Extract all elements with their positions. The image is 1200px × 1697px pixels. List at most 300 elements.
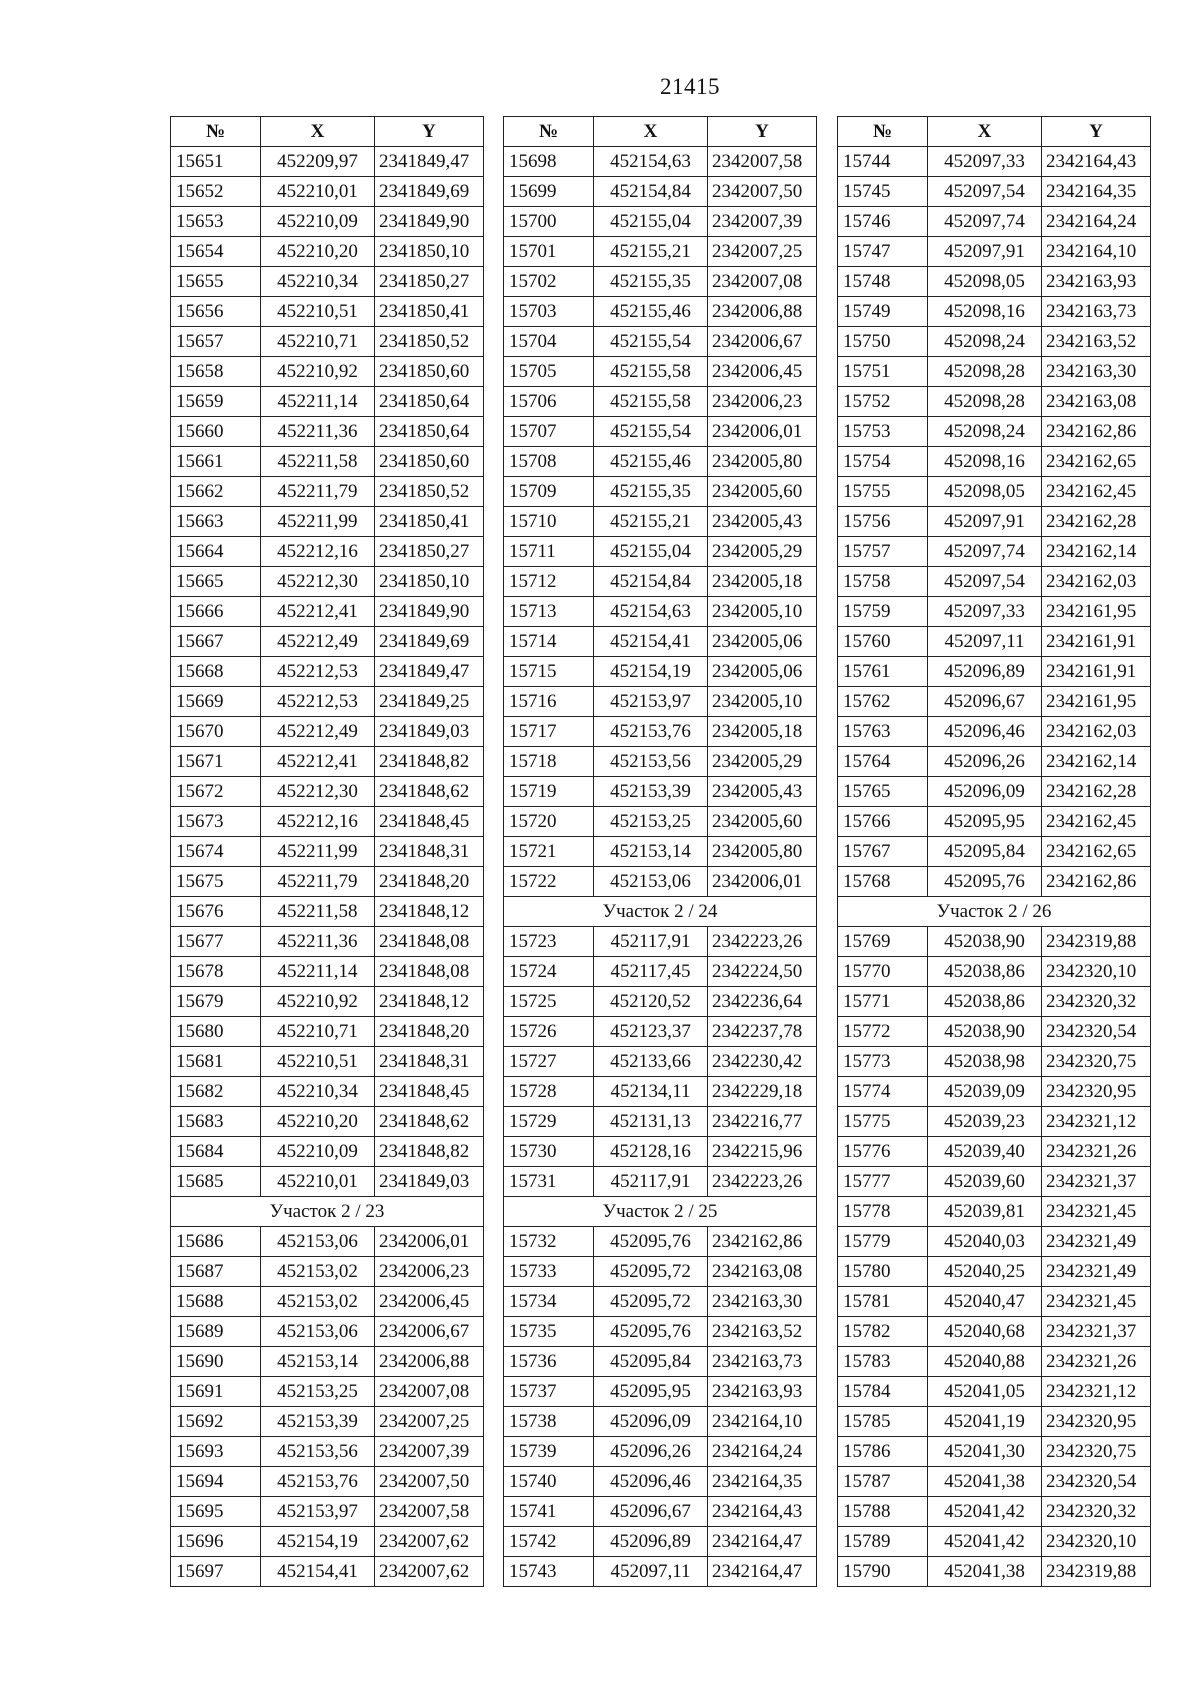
y-coordinate-cell: 2342162,45 [1042, 807, 1151, 837]
table-row [171, 927, 484, 957]
table-row [504, 1437, 817, 1467]
y-coordinate-cell: 2342223,26 [708, 1167, 817, 1197]
y-coordinate-cell: 2341848,20 [375, 867, 484, 897]
table-row [504, 1107, 817, 1137]
point-number-cell: 15690 [171, 1347, 261, 1377]
point-number-cell: 15784 [838, 1377, 928, 1407]
table-row [171, 1227, 484, 1257]
point-number-cell: 15736 [504, 1347, 594, 1377]
table-row [171, 1437, 484, 1467]
table-row [504, 387, 817, 417]
x-coordinate-cell: 452097,91 [928, 237, 1042, 267]
x-coordinate-cell: 452211,79 [261, 477, 375, 507]
y-coordinate-cell: 2342164,10 [1042, 237, 1151, 267]
point-number-cell: 15675 [171, 867, 261, 897]
section-row [838, 897, 1151, 927]
point-number-cell: 15661 [171, 447, 261, 477]
point-number-cell: 15696 [171, 1527, 261, 1557]
table-row [171, 537, 484, 567]
x-coordinate-cell: 452096,67 [594, 1497, 708, 1527]
table-row [171, 807, 484, 837]
x-coordinate-cell: 452097,33 [928, 147, 1042, 177]
table-row [504, 597, 817, 627]
x-coordinate-cell: 452098,05 [928, 267, 1042, 297]
y-coordinate-cell: 2341848,31 [375, 1047, 484, 1077]
x-coordinate-cell: 452155,04 [594, 537, 708, 567]
point-number-cell: 15698 [504, 147, 594, 177]
point-number-cell: 15685 [171, 1167, 261, 1197]
y-coordinate-cell: 2342164,43 [708, 1497, 817, 1527]
point-number-cell: 15737 [504, 1377, 594, 1407]
table-row [838, 657, 1151, 687]
point-number-cell: 15672 [171, 777, 261, 807]
table-row [171, 507, 484, 537]
x-coordinate-cell: 452097,74 [928, 537, 1042, 567]
x-coordinate-cell: 452097,54 [928, 567, 1042, 597]
x-coordinate-cell: 452096,67 [928, 687, 1042, 717]
y-coordinate-cell: 2342005,06 [708, 627, 817, 657]
point-number-cell: 15703 [504, 297, 594, 327]
table-row [171, 297, 484, 327]
x-coordinate-cell: 452210,01 [261, 177, 375, 207]
table-row [838, 1287, 1151, 1317]
point-number-cell: 15701 [504, 237, 594, 267]
x-coordinate-cell: 452098,24 [928, 327, 1042, 357]
y-coordinate-cell: 2341850,60 [375, 357, 484, 387]
y-coordinate-cell: 2342320,10 [1042, 957, 1151, 987]
point-number-cell: 15747 [838, 237, 928, 267]
x-coordinate-cell: 452038,90 [928, 927, 1042, 957]
table-row [504, 297, 817, 327]
point-number-cell: 15783 [838, 1347, 928, 1377]
point-number-cell: 15700 [504, 207, 594, 237]
point-number-cell: 15761 [838, 657, 928, 687]
point-number-cell: 15731 [504, 1167, 594, 1197]
point-number-cell: 15666 [171, 597, 261, 627]
point-number-cell: 15691 [171, 1377, 261, 1407]
point-number-cell: 15722 [504, 867, 594, 897]
x-coordinate-cell: 452153,25 [261, 1377, 375, 1407]
table-row [171, 477, 484, 507]
x-coordinate-cell: 452117,91 [594, 1167, 708, 1197]
point-number-cell: 15714 [504, 627, 594, 657]
y-coordinate-cell: 2342320,10 [1042, 1527, 1151, 1557]
y-coordinate-cell: 2342007,58 [375, 1497, 484, 1527]
y-coordinate-cell: 2342007,62 [375, 1527, 484, 1557]
y-coordinate-cell: 2342162,65 [1042, 447, 1151, 477]
page-number: 21415 [660, 74, 720, 99]
x-coordinate-cell: 452211,14 [261, 957, 375, 987]
table-row [171, 447, 484, 477]
table-row [838, 987, 1151, 1017]
y-coordinate-cell: 2342321,49 [1042, 1227, 1151, 1257]
y-coordinate-cell: 2342163,52 [1042, 327, 1151, 357]
section-title: Участок 2 / 25 [504, 1197, 817, 1227]
x-coordinate-cell: 452210,09 [261, 1137, 375, 1167]
point-number-cell: 15663 [171, 507, 261, 537]
y-coordinate-cell: 2341849,90 [375, 597, 484, 627]
point-number-cell: 15774 [838, 1077, 928, 1107]
table-row [838, 1467, 1151, 1497]
point-number-cell: 15660 [171, 417, 261, 447]
point-number-cell: 15656 [171, 297, 261, 327]
x-coordinate-cell: 452212,30 [261, 777, 375, 807]
y-coordinate-cell: 2341849,03 [375, 1167, 484, 1197]
table-row [504, 1047, 817, 1077]
x-coordinate-cell: 452154,63 [594, 597, 708, 627]
y-coordinate-cell: 2342164,10 [708, 1407, 817, 1437]
x-coordinate-cell: 452097,11 [594, 1557, 708, 1587]
x-coordinate-cell: 452153,06 [261, 1227, 375, 1257]
y-coordinate-cell: 2342164,43 [1042, 147, 1151, 177]
x-coordinate-cell: 452095,95 [928, 807, 1042, 837]
table-row [504, 657, 817, 687]
y-coordinate-cell: 2341850,60 [375, 447, 484, 477]
point-number-cell: 15697 [171, 1557, 261, 1587]
x-coordinate-cell: 452210,51 [261, 1047, 375, 1077]
y-coordinate-cell: 2341848,45 [375, 807, 484, 837]
point-number-cell: 15651 [171, 147, 261, 177]
point-number-cell: 15782 [838, 1317, 928, 1347]
y-coordinate-cell: 2342216,77 [708, 1107, 817, 1137]
table-row [838, 177, 1151, 207]
table-row [171, 1167, 484, 1197]
y-coordinate-cell: 2342007,58 [708, 147, 817, 177]
y-coordinate-cell: 2342164,24 [708, 1437, 817, 1467]
table-row [504, 177, 817, 207]
point-number-cell: 15712 [504, 567, 594, 597]
table-row [838, 837, 1151, 867]
table-row [504, 807, 817, 837]
point-number-cell: 15790 [838, 1557, 928, 1587]
x-coordinate-cell: 452210,92 [261, 357, 375, 387]
y-coordinate-cell: 2342006,01 [375, 1227, 484, 1257]
x-coordinate-cell: 452038,90 [928, 1017, 1042, 1047]
x-coordinate-cell: 452211,14 [261, 387, 375, 417]
point-number-cell: 15776 [838, 1137, 928, 1167]
x-coordinate-cell: 452040,25 [928, 1257, 1042, 1287]
y-coordinate-cell: 2342162,28 [1042, 507, 1151, 537]
x-coordinate-cell: 452095,72 [594, 1257, 708, 1287]
header-row [838, 117, 1151, 147]
x-coordinate-cell: 452097,54 [928, 177, 1042, 207]
section-title: Участок 2 / 26 [838, 897, 1151, 927]
x-coordinate-cell: 452212,53 [261, 657, 375, 687]
table-row [838, 417, 1151, 447]
x-coordinate-cell: 452097,11 [928, 627, 1042, 657]
table-row [838, 867, 1151, 897]
x-coordinate-cell: 452128,16 [594, 1137, 708, 1167]
table-row [838, 297, 1151, 327]
y-coordinate-cell: 2341850,10 [375, 237, 484, 267]
point-number-cell: 15746 [838, 207, 928, 237]
point-number-cell: 15789 [838, 1527, 928, 1557]
y-coordinate-cell: 2342006,67 [375, 1317, 484, 1347]
section-title: Участок 2 / 24 [504, 897, 817, 927]
table-row [171, 837, 484, 867]
y-coordinate-cell: 2342320,54 [1042, 1017, 1151, 1047]
table-row [504, 1287, 817, 1317]
y-coordinate-cell: 2342164,24 [1042, 207, 1151, 237]
x-coordinate-cell: 452155,21 [594, 507, 708, 537]
table-body [838, 147, 1151, 1587]
x-coordinate-cell: 452095,76 [594, 1227, 708, 1257]
x-coordinate-cell: 452096,89 [928, 657, 1042, 687]
table-row [171, 1467, 484, 1497]
table-row [504, 237, 817, 267]
x-coordinate-cell: 452155,54 [594, 417, 708, 447]
x-coordinate-cell: 452038,98 [928, 1047, 1042, 1077]
table-row [504, 1317, 817, 1347]
x-coordinate-cell: 452155,54 [594, 327, 708, 357]
table-row [838, 717, 1151, 747]
table-row [838, 447, 1151, 477]
point-number-cell: 15665 [171, 567, 261, 597]
x-coordinate-cell: 452098,05 [928, 477, 1042, 507]
y-coordinate-cell: 2341849,69 [375, 177, 484, 207]
table-row [838, 927, 1151, 957]
x-coordinate-cell: 452154,84 [594, 567, 708, 597]
y-coordinate-cell: 2342005,18 [708, 567, 817, 597]
x-coordinate-cell: 452153,39 [594, 777, 708, 807]
point-number-cell: 15729 [504, 1107, 594, 1137]
x-coordinate-cell: 452210,92 [261, 987, 375, 1017]
point-number-cell: 15705 [504, 357, 594, 387]
point-number-cell: 15694 [171, 1467, 261, 1497]
x-coordinate-cell: 452153,97 [261, 1497, 375, 1527]
y-coordinate-cell: 2342223,26 [708, 927, 817, 957]
point-number-cell: 15775 [838, 1107, 928, 1137]
table-row [504, 147, 817, 177]
x-coordinate-cell: 452133,66 [594, 1047, 708, 1077]
point-number-cell: 15683 [171, 1107, 261, 1137]
point-number-cell: 15768 [838, 867, 928, 897]
x-coordinate-cell: 452095,95 [594, 1377, 708, 1407]
point-number-cell: 15732 [504, 1227, 594, 1257]
y-coordinate-cell: 2342005,18 [708, 717, 817, 747]
x-coordinate-cell: 452117,91 [594, 927, 708, 957]
table-row [171, 567, 484, 597]
y-coordinate-cell: 2342005,43 [708, 507, 817, 537]
y-coordinate-cell: 2342163,30 [708, 1287, 817, 1317]
point-number-cell: 15786 [838, 1437, 928, 1467]
x-coordinate-cell: 452210,01 [261, 1167, 375, 1197]
x-coordinate-cell: 452041,19 [928, 1407, 1042, 1437]
x-coordinate-cell: 452211,79 [261, 867, 375, 897]
x-coordinate-cell: 452040,47 [928, 1287, 1042, 1317]
x-coordinate-cell: 452098,16 [928, 297, 1042, 327]
x-coordinate-cell: 452209,97 [261, 147, 375, 177]
x-coordinate-cell: 452041,42 [928, 1497, 1042, 1527]
y-coordinate-cell: 2342005,60 [708, 807, 817, 837]
table-row [504, 477, 817, 507]
table-row [838, 237, 1151, 267]
x-coordinate-cell: 452095,76 [928, 867, 1042, 897]
table-row [171, 1017, 484, 1047]
point-number-cell: 15671 [171, 747, 261, 777]
x-coordinate-cell: 452211,99 [261, 837, 375, 867]
point-number-cell: 15766 [838, 807, 928, 837]
y-coordinate-cell: 2341848,12 [375, 897, 484, 927]
point-number-cell: 15693 [171, 1437, 261, 1467]
y-coordinate-cell: 2342163,08 [1042, 387, 1151, 417]
x-coordinate-cell: 452153,97 [594, 687, 708, 717]
table-row [504, 987, 817, 1017]
table-row [171, 777, 484, 807]
point-number-cell: 15721 [504, 837, 594, 867]
table-row [838, 1017, 1151, 1047]
table-row [504, 327, 817, 357]
point-number-cell: 15749 [838, 297, 928, 327]
y-coordinate-cell: 2342005,60 [708, 477, 817, 507]
table-row [504, 1077, 817, 1107]
x-coordinate-cell: 452155,58 [594, 387, 708, 417]
x-coordinate-cell: 452040,68 [928, 1317, 1042, 1347]
x-coordinate-cell: 452212,49 [261, 627, 375, 657]
table-row [171, 357, 484, 387]
point-number-cell: 15659 [171, 387, 261, 417]
point-number-cell: 15770 [838, 957, 928, 987]
table-row [504, 1557, 817, 1587]
y-coordinate-cell: 2341850,41 [375, 297, 484, 327]
point-number-cell: 15748 [838, 267, 928, 297]
table-row [171, 987, 484, 1017]
y-coordinate-cell: 2342005,06 [708, 657, 817, 687]
table-row [838, 477, 1151, 507]
table-row [504, 1257, 817, 1287]
table-row [838, 1407, 1151, 1437]
table-row [171, 1377, 484, 1407]
y-coordinate-cell: 2342320,32 [1042, 1497, 1151, 1527]
y-coordinate-cell: 2341848,12 [375, 987, 484, 1017]
table-row [504, 207, 817, 237]
table-row [838, 1107, 1151, 1137]
x-coordinate-cell: 452131,13 [594, 1107, 708, 1137]
y-coordinate-cell: 2342321,45 [1042, 1287, 1151, 1317]
x-coordinate-cell: 452211,99 [261, 507, 375, 537]
table-row [504, 867, 817, 897]
point-number-cell: 15654 [171, 237, 261, 267]
table-row [838, 627, 1151, 657]
point-number-cell: 15738 [504, 1407, 594, 1437]
header-x: X [261, 117, 375, 147]
table-row [838, 1257, 1151, 1287]
point-number-cell: 15773 [838, 1047, 928, 1077]
y-coordinate-cell: 2342320,95 [1042, 1077, 1151, 1107]
table-row [838, 1497, 1151, 1527]
table-row [171, 867, 484, 897]
point-number-cell: 15686 [171, 1227, 261, 1257]
point-number-cell: 15735 [504, 1317, 594, 1347]
y-coordinate-cell: 2342007,50 [375, 1467, 484, 1497]
y-coordinate-cell: 2342163,30 [1042, 357, 1151, 387]
y-coordinate-cell: 2342163,52 [708, 1317, 817, 1347]
table-row [171, 1137, 484, 1167]
x-coordinate-cell: 452123,37 [594, 1017, 708, 1047]
x-coordinate-cell: 452095,84 [594, 1347, 708, 1377]
table-row [171, 627, 484, 657]
table-row [504, 1227, 817, 1257]
y-coordinate-cell: 2342005,80 [708, 837, 817, 867]
table-row [838, 507, 1151, 537]
x-coordinate-cell: 452041,38 [928, 1467, 1042, 1497]
y-coordinate-cell: 2341848,08 [375, 927, 484, 957]
table-row [504, 537, 817, 567]
table-row [171, 267, 484, 297]
x-coordinate-cell: 452039,81 [928, 1197, 1042, 1227]
table-row [838, 747, 1151, 777]
point-number-cell: 15745 [838, 177, 928, 207]
y-coordinate-cell: 2342162,45 [1042, 477, 1151, 507]
table-row [838, 957, 1151, 987]
table-row [838, 777, 1151, 807]
table-row [838, 537, 1151, 567]
y-coordinate-cell: 2341850,27 [375, 537, 484, 567]
y-coordinate-cell: 2342237,78 [708, 1017, 817, 1047]
x-coordinate-cell: 452096,89 [594, 1527, 708, 1557]
header-number: № [171, 117, 261, 147]
table-row [504, 507, 817, 537]
header-number: № [838, 117, 928, 147]
point-number-cell: 15734 [504, 1287, 594, 1317]
x-coordinate-cell: 452212,16 [261, 807, 375, 837]
point-number-cell: 15780 [838, 1257, 928, 1287]
x-coordinate-cell: 452154,19 [594, 657, 708, 687]
y-coordinate-cell: 2342005,10 [708, 597, 817, 627]
y-coordinate-cell: 2342320,95 [1042, 1407, 1151, 1437]
x-coordinate-cell: 452134,11 [594, 1077, 708, 1107]
point-number-cell: 15678 [171, 957, 261, 987]
x-coordinate-cell: 452210,20 [261, 237, 375, 267]
x-coordinate-cell: 452038,86 [928, 957, 1042, 987]
y-coordinate-cell: 2342162,14 [1042, 537, 1151, 567]
point-number-cell: 15692 [171, 1407, 261, 1437]
point-number-cell: 15667 [171, 627, 261, 657]
y-coordinate-cell: 2342006,23 [375, 1257, 484, 1287]
x-coordinate-cell: 452117,45 [594, 957, 708, 987]
point-number-cell: 15684 [171, 1137, 261, 1167]
table-row [838, 1047, 1151, 1077]
section-title: Участок 2 / 23 [171, 1197, 484, 1227]
y-coordinate-cell: 2341849,90 [375, 207, 484, 237]
table-row [838, 1437, 1151, 1467]
y-coordinate-cell: 2341850,52 [375, 477, 484, 507]
table-row [838, 327, 1151, 357]
y-coordinate-cell: 2342162,28 [1042, 777, 1151, 807]
x-coordinate-cell: 452096,46 [928, 717, 1042, 747]
x-coordinate-cell: 452041,42 [928, 1527, 1042, 1557]
table-body [171, 147, 484, 1587]
y-coordinate-cell: 2341848,62 [375, 1107, 484, 1137]
table-row [838, 1317, 1151, 1347]
y-coordinate-cell: 2342320,75 [1042, 1437, 1151, 1467]
point-number-cell: 15720 [504, 807, 594, 837]
point-number-cell: 15742 [504, 1527, 594, 1557]
point-number-cell: 15702 [504, 267, 594, 297]
point-number-cell: 15725 [504, 987, 594, 1017]
table-row [504, 267, 817, 297]
table-row [171, 687, 484, 717]
x-coordinate-cell: 452210,34 [261, 1077, 375, 1107]
table-row [171, 1047, 484, 1077]
x-coordinate-cell: 452212,41 [261, 597, 375, 627]
table-row [504, 957, 817, 987]
table-row [838, 597, 1151, 627]
y-coordinate-cell: 2342162,14 [1042, 747, 1151, 777]
y-coordinate-cell: 2342320,54 [1042, 1467, 1151, 1497]
y-coordinate-cell: 2341849,03 [375, 717, 484, 747]
x-coordinate-cell: 452039,40 [928, 1137, 1042, 1167]
